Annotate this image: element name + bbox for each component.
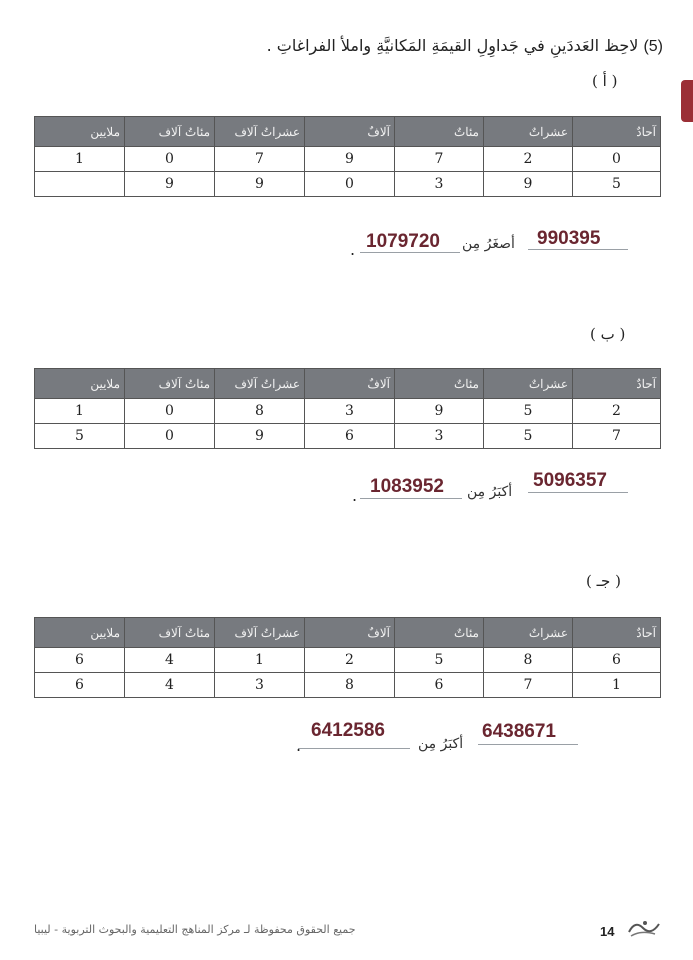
- answer-line-left: [478, 744, 578, 745]
- table-cell: 9: [125, 172, 215, 197]
- col-thousands: آلافٌ: [305, 618, 395, 648]
- table-cell: 1: [573, 673, 661, 698]
- table-row: [35, 172, 661, 197]
- table-row: [35, 147, 661, 172]
- part-c-label: ( جـ ): [586, 572, 621, 590]
- table-cell: 5: [484, 424, 573, 449]
- exercise-instruction: لاحِظ العَددَينِ في جَداوِلِ القيمَةِ المَكانيَّةِ واملأ الفراغاتِ .: [266, 36, 639, 55]
- answer-line-left: [528, 492, 628, 493]
- answer-line-right: [360, 498, 462, 499]
- table-cell: 9: [395, 399, 484, 424]
- table-cell: 9: [484, 172, 573, 197]
- table-cell: 3: [395, 424, 484, 449]
- table-cell: 0: [305, 172, 395, 197]
- part-a-label: ( أ ): [592, 72, 618, 90]
- table-cell: 2: [573, 399, 661, 424]
- exercise-number: (5): [643, 38, 663, 55]
- table-cell: 7: [395, 147, 484, 172]
- table-cell: 6: [35, 648, 125, 673]
- footer-copyright: جميع الحقوق محفوظة لـ مركز المناهج التعليمية والبحوث التربوية - ليبيا: [34, 923, 356, 936]
- table-row: [35, 648, 661, 673]
- table-cell: 3: [305, 399, 395, 424]
- table-cell: 3: [395, 172, 484, 197]
- answer-b-right[interactable]: 1083952: [370, 476, 444, 497]
- table-cell: 9: [215, 172, 305, 197]
- part-b-label: ( ب ): [590, 325, 626, 343]
- table-header-row: [35, 117, 661, 147]
- answer-c-left[interactable]: 6438671: [482, 721, 556, 742]
- table-cell: 0: [125, 399, 215, 424]
- table-row: [35, 399, 661, 424]
- table-cell: 6: [305, 424, 395, 449]
- table-cell: 9: [305, 147, 395, 172]
- sentence-end: .: [296, 736, 302, 755]
- col-ten-thousands: عشراتُ آلاف: [215, 618, 305, 648]
- page-number: 14: [600, 924, 615, 939]
- exercise-title: [267, 36, 663, 56]
- table-cell: 4: [125, 673, 215, 698]
- table-cell: 5: [573, 172, 661, 197]
- answer-a-right[interactable]: 1079720: [366, 231, 440, 252]
- table-cell: 5: [484, 399, 573, 424]
- table-cell: 7: [215, 147, 305, 172]
- table-cell: 6: [35, 673, 125, 698]
- table-cell: 1: [215, 648, 305, 673]
- answer-line-right: [298, 748, 410, 749]
- table-cell: 4: [125, 648, 215, 673]
- place-value-table-b: [34, 368, 661, 449]
- sentence-end: .: [350, 240, 356, 259]
- relation-b: أكبَرُ مِن: [467, 484, 513, 500]
- col-millions: ملايين: [35, 618, 125, 648]
- table-cell: 9: [215, 424, 305, 449]
- place-value-table-a: [34, 116, 661, 197]
- col-ten-thousands: عشراتُ آلاف: [215, 117, 305, 147]
- col-tens: عشراتٌ: [484, 618, 573, 648]
- page-edge-tab: [681, 80, 693, 122]
- table-cell: 1: [35, 147, 125, 172]
- table-cell: 5: [35, 424, 125, 449]
- table-cell: 0: [125, 424, 215, 449]
- table-cell: 8: [215, 399, 305, 424]
- col-thousands: آلافٌ: [305, 369, 395, 399]
- table-cell: 8: [305, 673, 395, 698]
- col-tens: عشراتٌ: [484, 369, 573, 399]
- col-ones: آحادٌ: [573, 117, 661, 147]
- col-ones: آحادٌ: [573, 618, 661, 648]
- col-hundreds: مئاتٌ: [395, 369, 484, 399]
- col-thousands: آلافٌ: [305, 117, 395, 147]
- col-hundreds: مئاتٌ: [395, 117, 484, 147]
- answer-c-right[interactable]: 6412586: [311, 720, 385, 741]
- relation-c: أكبَرُ مِن: [418, 736, 464, 752]
- table-cell: 5: [395, 648, 484, 673]
- col-tens: عشراتٌ: [484, 117, 573, 147]
- table-cell: 8: [484, 648, 573, 673]
- table-header-row: [35, 369, 661, 399]
- col-ones: آحادٌ: [573, 369, 661, 399]
- col-millions: ملايين: [35, 369, 125, 399]
- table-cell: 6: [395, 673, 484, 698]
- table-header-row: [35, 618, 661, 648]
- col-hundred-thousands: مئاتُ آلاف: [125, 618, 215, 648]
- table-cell: 1: [35, 399, 125, 424]
- answer-b-left[interactable]: 5096357: [533, 470, 607, 491]
- table-cell: 0: [573, 147, 661, 172]
- table-cell: 2: [484, 147, 573, 172]
- publisher-logo-icon: [625, 916, 663, 940]
- table-cell: [35, 172, 125, 197]
- relation-a: أصغَرُ مِن: [462, 236, 515, 252]
- table-cell: 7: [573, 424, 661, 449]
- sentence-end: .: [352, 486, 358, 505]
- table-row: [35, 673, 661, 698]
- table-cell: 3: [215, 673, 305, 698]
- table-cell: 0: [125, 147, 215, 172]
- table-row: [35, 424, 661, 449]
- table-cell: 2: [305, 648, 395, 673]
- answer-a-left[interactable]: 990395: [537, 228, 601, 249]
- col-hundred-thousands: مئاتُ آلاف: [125, 369, 215, 399]
- table-cell: 7: [484, 673, 573, 698]
- place-value-table-c: [34, 617, 661, 698]
- col-ten-thousands: عشراتُ آلاف: [215, 369, 305, 399]
- col-millions: ملايين: [35, 117, 125, 147]
- col-hundred-thousands: مئاتُ آلاف: [125, 117, 215, 147]
- col-hundreds: مئاتٌ: [395, 618, 484, 648]
- table-cell: 6: [573, 648, 661, 673]
